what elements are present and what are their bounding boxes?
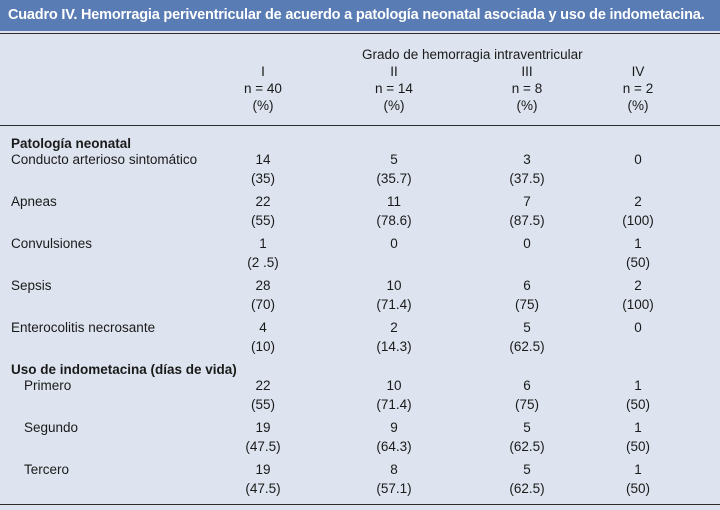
cell-count: 5 <box>523 420 531 435</box>
header-rule <box>0 125 720 126</box>
bottom-rule <box>0 504 720 505</box>
cell-count: 4 <box>259 320 267 335</box>
cell-percent: (2 .5) <box>247 255 279 270</box>
cell-percent: (50) <box>625 439 650 454</box>
cell-percent: (57.1) <box>376 481 412 496</box>
cell-count: 9 <box>390 420 398 435</box>
group-header: Grado de hemorragia intraventricular <box>362 47 583 62</box>
cell-count: 1 <box>259 236 267 251</box>
cell-percent: (64.3) <box>376 439 412 454</box>
row-label: Conducto arterioso sintomático <box>11 152 198 167</box>
cell-count: 1 <box>634 462 642 477</box>
cell-count: 22 <box>255 378 271 393</box>
cell-percent: (14.3) <box>376 339 412 354</box>
cell-percent: (70) <box>250 297 275 312</box>
cell-count: 8 <box>390 462 398 477</box>
section-heading: Patología neonatal <box>11 136 132 151</box>
row-label: Convulsiones <box>11 236 93 251</box>
column-pct: (%) <box>516 98 538 113</box>
cell-percent: (50) <box>625 397 650 412</box>
cell-count: 1 <box>634 420 642 435</box>
row-label: Sepsis <box>11 278 52 293</box>
top-rule <box>0 33 720 34</box>
cell-count: 11 <box>386 194 401 209</box>
cell-percent: (87.5) <box>509 213 545 228</box>
cell-count: 0 <box>634 320 642 335</box>
row-label: Enterocolitis necrosante <box>11 320 156 335</box>
cell-percent: (100) <box>622 297 654 312</box>
cell-percent: (100) <box>622 213 654 228</box>
cell-percent: (75) <box>514 397 539 412</box>
cell-percent: (62.5) <box>509 481 545 496</box>
column-n: n = 14 <box>375 81 413 96</box>
cell-percent: (75) <box>514 297 539 312</box>
cell-count: 0 <box>390 236 398 251</box>
cell-count: 5 <box>523 320 531 335</box>
cell-count: 7 <box>523 194 531 209</box>
row-label: Apneas <box>11 194 57 209</box>
cell-count: 6 <box>523 378 531 393</box>
row-label: Primero <box>24 378 72 393</box>
cell-count: 2 <box>634 194 642 209</box>
column-grade: II <box>390 64 398 79</box>
column-n: n = 40 <box>244 81 282 96</box>
cell-percent: (78.6) <box>376 213 412 228</box>
cell-percent: (37.5) <box>509 171 545 186</box>
cell-percent: (55) <box>250 397 275 412</box>
cell-count: 2 <box>634 278 642 293</box>
cell-percent: (55) <box>250 213 275 228</box>
row-label: Tercero <box>24 462 70 477</box>
column-pct: (%) <box>627 98 649 113</box>
cell-count: 19 <box>255 462 271 477</box>
cell-percent: (47.5) <box>245 439 281 454</box>
cell-count: 1 <box>634 378 642 393</box>
cell-count: 0 <box>523 236 531 251</box>
cell-count: 10 <box>386 278 402 293</box>
cell-count: 3 <box>523 152 531 167</box>
column-grade: I <box>261 64 265 79</box>
cell-percent: (62.5) <box>509 439 545 454</box>
cell-count: 19 <box>255 420 271 435</box>
cell-count: 5 <box>523 462 531 477</box>
column-grade: IV <box>631 64 645 79</box>
cell-percent: (50) <box>625 481 650 496</box>
cell-percent: (47.5) <box>245 481 281 496</box>
cell-count: 6 <box>523 278 531 293</box>
cell-count: 0 <box>634 152 642 167</box>
cell-percent: (50) <box>625 255 650 270</box>
cell-count: 22 <box>255 194 271 209</box>
cell-percent: (71.4) <box>376 397 412 412</box>
cell-percent: (35) <box>250 171 275 186</box>
section-heading: Uso de indometacina (días de vida) <box>11 362 237 377</box>
cell-count: 28 <box>255 278 271 293</box>
column-n: n = 8 <box>511 81 543 96</box>
column-pct: (%) <box>383 98 405 113</box>
cell-count: 1 <box>634 236 642 251</box>
cell-count: 2 <box>390 320 398 335</box>
column-grade: III <box>521 64 533 79</box>
column-pct: (%) <box>252 98 274 113</box>
cell-percent: (10) <box>250 339 275 354</box>
column-n: n = 2 <box>622 81 654 96</box>
row-label: Segundo <box>24 420 79 435</box>
cell-count: 14 <box>255 152 271 167</box>
table-title: Cuadro IV. Hemorragia periventricular de acuerdo a patología neonatal asociada y uso de indometacina. <box>0 0 720 31</box>
cell-count: 10 <box>386 378 402 393</box>
cell-count: 5 <box>390 152 398 167</box>
cell-percent: (35.7) <box>376 171 412 186</box>
cell-percent: (71.4) <box>376 297 412 312</box>
cell-percent: (62.5) <box>509 339 545 354</box>
